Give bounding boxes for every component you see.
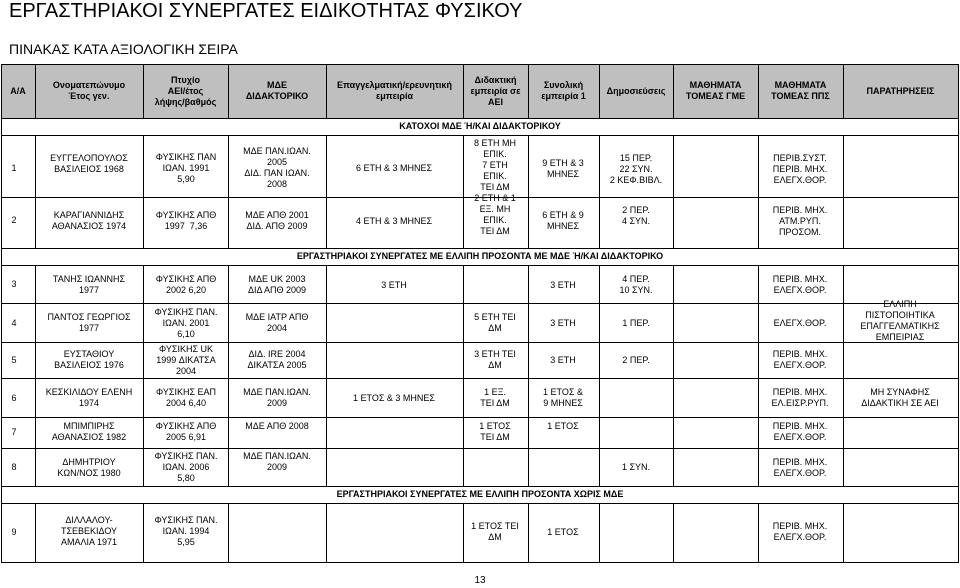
grid-line [35, 265, 36, 486]
grid-line [1, 562, 959, 563]
row-mde: ΜΔΕ ΙΑΤΡ ΑΠΘ 2004 [245, 312, 309, 333]
row-publications: 1 ΠΕΡ. [622, 318, 650, 328]
grid-line [228, 503, 229, 562]
grid-line [1, 503, 2, 562]
grid-line [958, 486, 959, 503]
grid-line [35, 503, 36, 562]
row-name: ΚΑΡΑΓΙΑΝΝΙΔΗΣ ΑΘΑΝΑΣΙΟΣ 1974 [51, 210, 127, 231]
grid-line [143, 135, 144, 248]
header-teaching: Διδακτική εμπειρία σε ΑΕΙ [470, 74, 521, 107]
grid-line [758, 135, 759, 248]
row-publications: 15 ΠΕΡ. 22 ΣΥΝ. 2 ΚΕΦ.ΒΙΒΛ. [609, 153, 663, 185]
row-notes: ΜΗ ΣΥΝΑΦΗΣ ΔΙΔΑΚΤΙΚΗ ΣΕ ΑΕΙ [861, 387, 939, 408]
grid-line [843, 64, 844, 118]
row-mde: ΜΔΕ ΠΑΝ.ΙΩΑΝ. 2005 ΔΙΔ. ΠΑΝ ΙΩΑΝ. 2008 [243, 146, 311, 189]
grid-line [1, 135, 2, 248]
row-degree: ΦΥΣΙΚΗΣ ΑΠΘ 2002 6,20 [155, 274, 217, 295]
grid-line [758, 503, 759, 562]
grid-line [958, 503, 959, 562]
row-courses-pps: ΠΕΡΙΒ. ΜΗΧ. ΕΛ.ΕΙΣΡ.ΡΥΠ. [771, 387, 829, 408]
grid-line [843, 265, 844, 486]
grid-line [958, 118, 959, 135]
grid-line [528, 64, 529, 118]
row-professional: 3 ΕΤΗ [381, 280, 407, 290]
row-teaching: 8 ΕΤΗ ΜΗ ΕΠΙΚ. 7 ΕΤΗ ΕΠΙΚ. ΤΕΙ ΔΜ [473, 138, 517, 192]
row-courses-pps: ΠΕΡΙΒ. ΜΗΧ. ΑΤΜ.ΡΥΠ. ΠΡΟΣΟΜ. [772, 205, 828, 237]
section-band-incomplete-with-mde: ΕΡΓΑΣΤΗΡΙΑΚΟΙ ΣΥΝΕΡΓΑΤΕΣ ΜΕ ΕΛΛΙΠΗ ΠΡΟΣΟΝΤΑ ΜΕ ΜΔΕ Ή/ΚΑΙ ΔΙΔΑΚΤΟΡΙΚΟ [296, 251, 664, 261]
grid-line [1, 378, 959, 379]
grid-line [528, 265, 529, 486]
row-professional: 4 ΕΤΗ & 3 ΜΗΝΕΣ [355, 216, 433, 226]
row-publications: 2 ΠΕΡ. 4 ΣΥΝ. [621, 205, 651, 226]
row-mde: ΜΔΕ ΑΠΘ 2001 ΔΙΔ. ΑΠΘ 2009 [245, 210, 309, 231]
header-publications: Δημοσιεύσεις [606, 85, 666, 96]
row-number: 4 [11, 318, 17, 328]
row-degree: ΦΥΣΙΚΗΣ ΠΑΝ. ΙΩΑΝ. 1994 5,95 [154, 515, 218, 547]
row-degree: ΦΥΣΙΚΗΣ ΠΑΝ. ΙΩΑΝ. 2001 6,10 [154, 307, 218, 339]
row-courses-pps: ΠΕΡΙΒ. ΜΗΧ. ΕΛΕΓΧ.ΘΟΡ. [772, 421, 828, 442]
row-teaching: 3 ΕΤΗ ΤΕΙ ΔΜ [474, 349, 516, 370]
grid-line [599, 265, 600, 486]
row-mde: ΔΙΔ. IRE 2004 ΔΙΚΑΤΣΑ 2005 [247, 349, 307, 370]
row-number: 8 [11, 462, 17, 472]
row-courses-pps: ΠΕΡΙΒ.ΣΥΣΤ. ΠΕΡΙΒ. ΜΗΧ. ΕΛΕΓΧ.ΘΟΡ. [772, 153, 828, 185]
row-degree: ΦΥΣΙΚΗΣ ΕΑΠ 2004 6,40 [155, 387, 217, 408]
grid-line [843, 503, 844, 562]
row-number: 6 [11, 393, 17, 403]
grid-line [1, 248, 2, 265]
grid-line [463, 135, 464, 248]
grid-line [958, 135, 959, 248]
grid-line [758, 64, 759, 118]
grid-line [1, 118, 2, 135]
grid-line [1, 64, 959, 65]
row-number: 7 [11, 427, 17, 437]
row-courses-pps: ΠΕΡΙΒ. ΜΗΧ. ΕΛΕΓΧ.ΘΟΡ. [772, 457, 828, 478]
row-total: 1 ΕΤΟΣ & 9 ΜΗΝΕΣ [543, 387, 583, 408]
grid-line [528, 503, 529, 562]
row-teaching: 1 ΕΤΟΣ ΤΕΙ ΔΜ [471, 521, 519, 542]
row-mde: ΜΔΕ ΠΑΝ.ΙΩΑΝ. 2009 [243, 387, 311, 408]
row-degree: ΦΥΣΙΚΗΣ ΠΑΝ ΙΩΑΝ. 1991 5,90 [155, 152, 217, 184]
row-mde: ΜΔΕ ΠΑΝ.ΙΩΑΝ. 2009 [243, 451, 311, 472]
grid-line [463, 503, 464, 562]
row-number: 9 [11, 527, 17, 537]
row-name: ΔΙΛΛΑΛΟΥ- ΤΣΕΒΕΚΙΔΟΥ ΑΜΑΛΙΑ 1971 [60, 515, 118, 547]
row-teaching: 1 ΕΤΟΣ ΤΕΙ ΔΜ [479, 421, 511, 442]
grid-line [1, 342, 959, 343]
grid-line [143, 265, 144, 486]
grid-line [758, 265, 759, 486]
header-mde: ΜΔΕ ΔΙΔΑΚΤΟΡΙΚΟ [245, 80, 309, 101]
row-total: 9 ΕΤΗ & 3 ΜΗΝΕΣ [542, 158, 584, 179]
grid-line [1, 448, 959, 449]
grid-line [673, 135, 674, 248]
grid-line [1, 265, 959, 266]
row-professional: 6 ΕΤΗ & 3 ΜΗΝΕΣ [355, 163, 433, 173]
section-band-qualified: ΚΑΤΟΧΟΙ ΜΔΕ Ή/ΚΑΙ ΔΙΔΑΚΤΟΡΙΚΟΥ [399, 121, 561, 131]
row-number: 3 [11, 279, 17, 289]
grid-line [1, 135, 959, 136]
header-total: Συνολική εμπειρία 1 [541, 80, 586, 101]
row-name: ΔΗΜΗΤΡΙΟΥ ΚΩΝ/ΝΟΣ 1980 [57, 457, 121, 478]
grid-line [843, 135, 844, 248]
grid-line [528, 135, 529, 248]
grid-line [1, 248, 959, 249]
header-aa: Α/Α [10, 85, 26, 96]
row-publications: 1 ΣΥΝ. [621, 462, 651, 472]
row-mde: ΜΔΕ ΑΠΘ 2008 [245, 421, 309, 431]
grid-line [1, 486, 959, 487]
row-degree: ΦΥΣΙΚΗΣ ΑΠΘ 1997 7,36 [155, 210, 217, 231]
row-courses-pps: ΠΕΡΙΒ. ΜΗΧ. ΕΛΕΓΧ.ΘΟΡ. [772, 521, 828, 542]
grid-line [673, 503, 674, 562]
row-name: ΕΥΓΓΕΛΟΠΟΥΛΟΣ ΒΑΣΙΛΕΙΟΣ 1968 [50, 153, 128, 174]
grid-line [326, 135, 327, 248]
row-number: 5 [11, 355, 17, 365]
grid-line [326, 265, 327, 486]
grid-line [599, 135, 600, 248]
header-courses-pps: ΜΑΘΗΜΑΤΑ ΤΟΜΕΑΣ ΠΠΣ [771, 80, 830, 101]
row-total: 6 ΕΤΗ & 9 ΜΗΝΕΣ [542, 210, 584, 231]
grid-line [958, 248, 959, 265]
row-total: 3 ΕΤΗ [550, 280, 576, 290]
grid-line [35, 64, 36, 118]
row-professional: 1 ΕΤΟΣ & 3 ΜΗΝΕΣ [353, 393, 435, 403]
row-name: ΤΑΝΗΣ ΙΩΑΝΝΗΣ 1977 [52, 274, 126, 295]
row-courses-pps: ΠΕΡΙΒ. ΜΗΧ. ΕΛΕΓΧ.ΘΟΡ. [772, 349, 828, 370]
grid-line [35, 135, 36, 248]
row-publications: 4 ΠΕΡ. 10 ΣΥΝ. [619, 274, 653, 295]
header-professional: Επαγγελματική/ερευνητική εμπειρία [337, 80, 452, 101]
grid-line [143, 503, 144, 562]
header-notes: ΠΑΡΑΤΗΡΗΣΕΙΣ [866, 85, 935, 96]
row-name: ΕΥΣΤΑΘΙΟΥ ΒΑΣΙΛΕΙΟΣ 1976 [54, 349, 124, 370]
header-courses-gme: ΜΑΘΗΜΑΤΑ ΤΟΜΕΑΣ ΓΜΕ [685, 80, 746, 101]
row-courses-pps: ΠΕΡΙΒ. ΜΗΧ. ΕΛΕΓΧ.ΘΟΡ. [772, 274, 828, 295]
section-band-incomplete-without-mde: ΕΡΓΑΣΤΗΡΙΑΚΟΙ ΣΥΝΕΡΓΑΤΕΣ ΜΕ ΕΛΛΙΠΗ ΠΡΟΣΟΝΤΑ ΧΩΡΙΣ ΜΔΕ [336, 489, 624, 499]
grid-line [228, 64, 229, 118]
grid-line [958, 265, 959, 486]
header-degree: Πτυχίο ΑΕΙ/έτος λήψης/βαθμός [154, 74, 217, 107]
grid-line [228, 135, 229, 248]
page-number: 13 [474, 575, 486, 586]
row-name: ΜΠΙΜΠΙΡΗΣ ΑΘΑΝΑΣΙΟΣ 1982 [51, 421, 127, 442]
grid-line [1, 265, 2, 486]
row-mde: ΜΔΕ UK 2003 ΔΙΔ ΑΠΘ 2009 [247, 274, 307, 295]
grid-line [673, 265, 674, 486]
grid-line [1, 503, 959, 504]
grid-line [326, 64, 327, 118]
header-name: Ονοματεπώνυμο Έτος γεν. [52, 80, 126, 101]
row-number: 1 [11, 163, 17, 173]
row-total: 1 ΕΤΟΣ [547, 527, 579, 537]
grid-line [326, 503, 327, 562]
grid-line [673, 64, 674, 118]
row-name: ΠΑΝΤΟΣ ΓΕΩΡΓΙΟΣ 1977 [47, 312, 131, 333]
row-degree: ΦΥΣΙΚΗΣ ΑΠΘ 2005 6,91 [155, 421, 217, 442]
row-number: 2 [11, 215, 17, 225]
grid-line [1, 118, 959, 119]
row-degree: ΦΥΣΙΚΗΣ UK 1999 ΔΙΚΑΤΣΑ 2004 [156, 344, 216, 376]
row-teaching: 2 ΕΤΗ & 1 ΕΞ. ΜΗ ΕΠΙΚ. ΤΕΙ ΔΜ [474, 193, 516, 236]
grid-line [1, 64, 2, 118]
grid-line [463, 64, 464, 118]
row-degree: ΦΥΣΙΚΗΣ ΠΑΝ. ΙΩΑΝ. 2006 5,80 [154, 451, 218, 483]
row-teaching: 5 ΕΤΗ ΤΕΙ ΔΜ [474, 312, 516, 333]
grid-line [463, 265, 464, 486]
row-courses-pps: ΕΛΕΓΧ.ΘΟΡ. [773, 318, 827, 328]
grid-line [143, 64, 144, 118]
row-notes: ΕΛΛΙΠΗ ΠΙΣΤΟΠΟΙΗΤΙΚΑ ΕΠΑΓΓΕΛΜΑΤΙΚΗΣ ΕΜΠΕΙΡΙΑΣ [860, 299, 940, 342]
row-name: ΚΕΣΚΙΛΙΔΟΥ ΕΛΕΝΗ 1974 [45, 387, 133, 408]
page-subtitle: ΠΙΝΑΚΑΣ ΚΑΤΑ ΑΞΙΟΛΟΓΙΚΗ ΣΕΙΡΑ [9, 41, 238, 57]
grid-line [1, 303, 959, 304]
grid-line [1, 417, 959, 418]
page-title: ΕΡΓΑΣΤΗΡΙΑΚΟΙ ΣΥΝΕΡΓΑΤΕΣ ΕΙΔΙΚΟΤΗΤΑΣ ΦΥΣΙΚΟΥ [9, 0, 523, 22]
grid-line [1, 486, 2, 503]
row-teaching: 1 ΕΞ. ΤΕΙ ΔΜ [480, 387, 510, 408]
grid-line [599, 503, 600, 562]
grid-line [228, 265, 229, 486]
grid-line [599, 64, 600, 118]
row-total: 1 ΕΤΟΣ [547, 421, 579, 431]
row-total: 3 ΕΤΗ [550, 355, 576, 365]
row-total: 3 ΕΤΗ [550, 318, 576, 328]
row-publications: 2 ΠΕΡ. [622, 355, 650, 365]
grid-line [958, 64, 959, 118]
